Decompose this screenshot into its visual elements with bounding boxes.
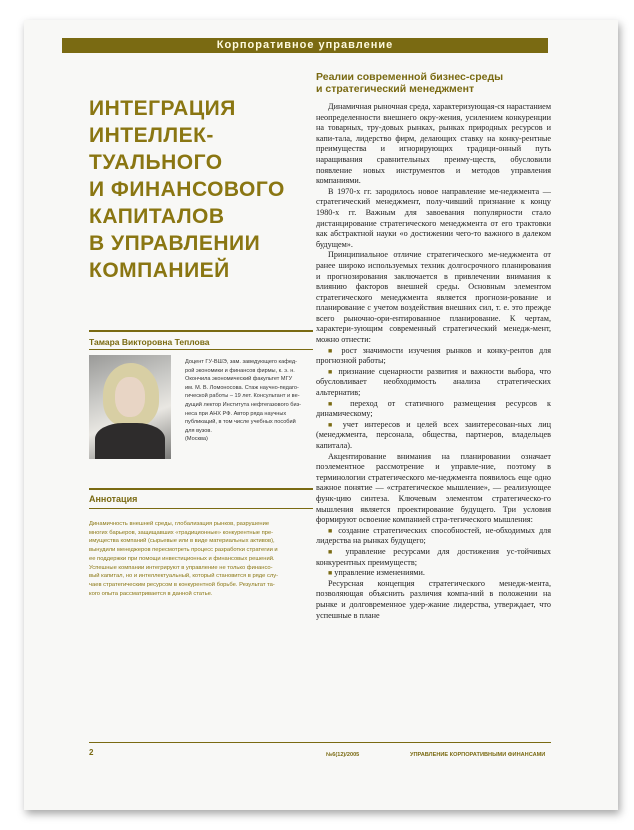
- bullet-text: управление изменениями.: [334, 568, 425, 578]
- journal-name: УПРАВЛЕНИЕ КОРПОРАТИВНЫМИ ФИНАНСАМИ: [410, 752, 546, 758]
- bullet-icon: ■: [328, 547, 338, 556]
- footer-rule: [89, 742, 551, 743]
- paragraph: Принципиальное отличие стратегического ме-неджмента от ранее широко используемых техник долгосрочного планирования и прогнозирования заключается в привлечении внимания к влиянию факторов внешней среды. Основным элементом стратегического менеджмента является прогнози-рование и планирование с учетом воздействия внешних сил, т. е. это прежде всего рыночно-ори-ентированное планирование. К чертам, характери-зующим современный стратегический менедж-мент, можно отнести:: [316, 250, 551, 345]
- bullet-icon: ■: [328, 346, 336, 355]
- author-bio: [185, 358, 310, 444]
- paragraph: Ресурсная концепция стратегического менедж-мента, позволяющая объяснить различия компа-ний в положении на рынке и долговременное удер-жание лидерства, утверждает, что успешные в плане: [316, 578, 551, 620]
- bio-line: (Москва): [185, 436, 208, 443]
- paragraph: Акцентирование внимания на планировании означает поэлементное рассмотрение и управле-ние, поэтому в терминологии стратегического ме-неджмента появилось еще одно важное понятие — «стратегическое мышление», — реализующее функ-цию синтеза. Ключевым элементом стратегическо-го мышления является проектирование будущего. Три условия формируют освоение компанией стра-тегического мышления:: [316, 451, 551, 525]
- bio-line: гической работы – 19 лет. Консультант и ве-: [185, 393, 300, 400]
- bullet-item: [316, 568, 551, 579]
- bullet-text: управление ресурсами для достижения ус-тойчивых конкурентных преимуществ;: [316, 546, 551, 567]
- bio-line: Доцент ГУ-ВШЭ, зам. заведующего кафед-: [185, 359, 297, 365]
- article-title: [89, 95, 289, 284]
- author-name: Тамара Викторовна Теплова: [89, 337, 210, 347]
- title-line: КОМПАНИЕЙ: [89, 259, 230, 282]
- bio-line: им. М. В. Ломоносова. Стаж научно-педаго-: [185, 384, 299, 391]
- bullet-icon: ■: [328, 526, 335, 535]
- bullet-item: [316, 399, 551, 420]
- bullet-text: переход от статичного размещения ресурсов к динамическому;: [316, 398, 551, 419]
- bullet-icon: ■: [328, 399, 341, 408]
- page-number: 2: [89, 748, 94, 757]
- bullet-item: [316, 420, 551, 452]
- abstract-line: вынудили менеджеров пересмотреть процесс разработки стратегии и: [89, 547, 278, 554]
- title-line: ИНТЕГРАЦИЯ: [89, 97, 236, 120]
- abstract-line: Динамичность внешней среды, глобализация рынков, разрушение: [89, 521, 270, 527]
- section-header-title: Корпоративное управление: [216, 39, 394, 51]
- abstract-line: ее поддержки при помощи инвестиционных и финансовых решений.: [89, 555, 275, 562]
- bullet-text: учет интересов и целей всех заинтересован-ных лиц (менеджмента, персонала, общества, партнеров, владельцев капитала).: [316, 419, 551, 450]
- abstract-underline: [89, 508, 313, 509]
- bullet-icon: ■: [328, 420, 337, 429]
- abstract-line: имущества компаний (сырьевые или в виде материальных активов),: [89, 538, 275, 545]
- section-title: [316, 71, 556, 95]
- bio-line: Окончила экономический факультет МГУ: [185, 376, 293, 383]
- title-line: КАПИТАЛОВ: [89, 205, 225, 228]
- bio-line: публикаций, в том числе учебных пособий: [185, 419, 296, 426]
- section-title-line: Реалии современной бизнес-среды: [316, 71, 504, 83]
- bullet-icon: ■: [328, 569, 333, 578]
- bio-line: для вузов.: [185, 427, 212, 434]
- abstract-line: вый капитал, но и интеллектуальный, который становится в ряде слу-: [89, 573, 279, 580]
- abstract-line: кого опыта рассматривается в данной статье.: [89, 590, 213, 597]
- bullet-text: рост значимости изучения рынков и конку-рентов для прогнозной работы;: [316, 345, 551, 366]
- abstract-line: чаев стратегическим ресурсом в конкурентной борьбе. Результат та-: [89, 581, 275, 588]
- paragraph: В 1970-х гг. зародилось новое направление ме-неджмента — стратегический менеджмент, полу-чивший признание к концу 1980-х гг. Важным для завоевания популярности стало дистанцирование стратегического менеджмента от его трактовки как абстрактной науки «о достижении чего-то важного в далеком будущем».: [316, 186, 551, 249]
- section-title-line: и стратегический менеджмент: [316, 83, 475, 95]
- bullet-text: признание сценарности развития и важности выбора, что обусловливает необходимость анализа стратегических альтернатив;: [316, 366, 551, 398]
- author-photo: [89, 355, 171, 459]
- section-header-bar: [62, 38, 548, 53]
- bio-line: неса при АНХ РФ. Автор ряда научных: [185, 410, 287, 417]
- abstract-title: Аннотация: [89, 494, 138, 504]
- issue-number: №6(12)/2005: [326, 752, 360, 758]
- bullet-item: [316, 346, 551, 367]
- bullet-item: [316, 367, 551, 399]
- bullet-item: [316, 526, 551, 547]
- bio-line: дущий лектор Института нефтегазового биз-: [185, 401, 302, 408]
- bullet-icon: ■: [328, 367, 335, 376]
- author-rule: [89, 330, 313, 332]
- bio-line: рой экономики и финансов фирмы, к. э. н.: [185, 367, 295, 374]
- abstract-text: [89, 520, 313, 598]
- author-underline: [89, 349, 313, 350]
- body-column: [316, 102, 551, 621]
- paragraph: Динамичная рыночная среда, характеризующая-ся нарастанием неопределенности внешнего окру-жения, усилением конкуренции на товарных, тру-довых рынках, рынках природных ресурсов и капи-тала, лидерство фирм, делающих ставку на конку-рентные преимущества и игнорирующих традици-онный путь наращивания сравнительных преиму-ществ, обусловили появление новых инструментов и методов управления компаниями.: [316, 102, 551, 186]
- abstract-rule: [89, 488, 313, 490]
- title-line: ИНТЕЛЛЕК-: [89, 124, 214, 147]
- abstract-line: Успешные компании интегрируют в управление не только финансо-: [89, 564, 273, 571]
- bullet-item: [316, 547, 551, 568]
- title-line: И ФИНАНСОВОГО: [89, 178, 285, 201]
- title-line: В УПРАВЛЕНИИ: [89, 232, 261, 255]
- abstract-line: многих барьеров, защищавших «традиционные» конкурентные пре-: [89, 529, 274, 536]
- title-line: ТУАЛЬНОГО: [89, 151, 223, 174]
- bullet-text: создание стратегических способностей, не-обходимых для лидерства на рынках будущего;: [316, 525, 552, 546]
